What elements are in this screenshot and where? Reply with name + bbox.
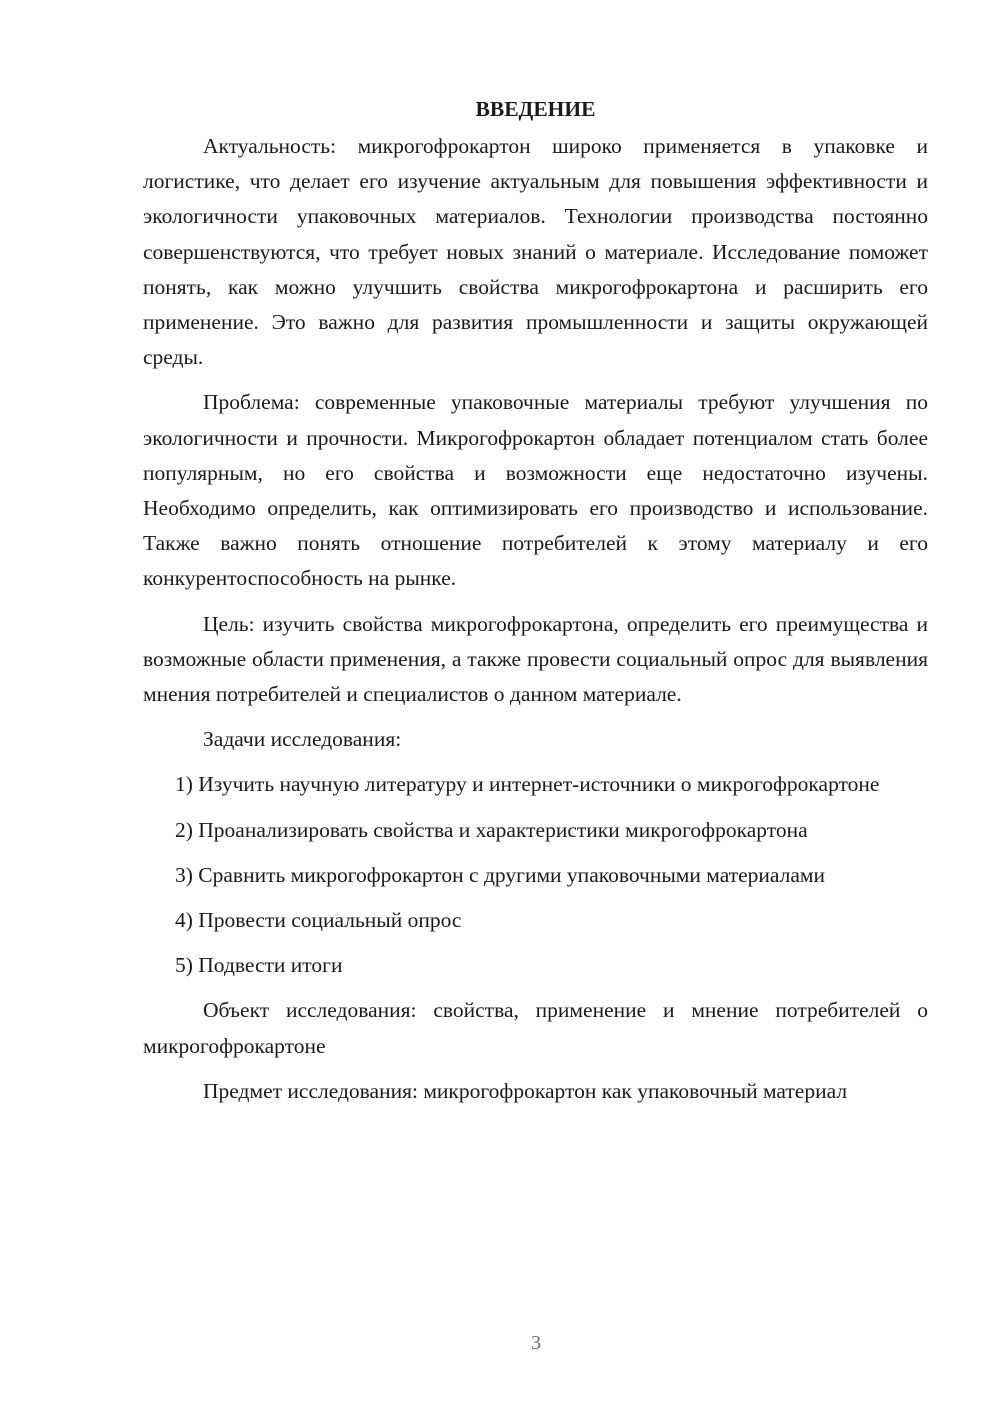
- relevance-paragraph: Актуальность: микрогофрокартон широко применяется в упаковке и логистике, что делает его изучение актуальным для повышения эффективности и экологичности упаковочных материалов. Технологии производства постоянно совершенствуются, что требует новых знаний о материале. Исследование поможет понять, как можно улучшить свойства микрогофрокартона и расширить его применение. Это важно для развития промышленности и защиты окружающей среды.: [143, 134, 928, 370]
- section-title: ВВЕДЕНИЕ: [475, 97, 596, 121]
- task-item: 3) Сравнить микрогофрокартон с другими упаковочными материалами: [175, 862, 826, 887]
- goal-paragraph: Цель: изучить свойства микрогофрокартона, определить его преимущества и возможные области применения, а также провести социальный опрос для выявления мнения потребителей и специалистов о данном материале.: [143, 611, 928, 707]
- document-page: [143, 92, 928, 1119]
- object-paragraph: Объект исследования: свойства, применение и мнение потребителей о микрогофрокартоне: [143, 998, 928, 1058]
- page-number: 3: [531, 1332, 541, 1354]
- task-item: 4) Провести социальный опрос: [175, 908, 462, 933]
- problem-paragraph: Проблема: современные упаковочные материалы требуют улучшения по экологичности и прочности. Микрогофрокартон обладает потенциалом стать более популярным, но его свойства и возможности еще недостаточно изучены. Необходимо определить, как оптимизировать его производство и использование. Также важно понять отношение потребителей к этому материалу и его конкурентоспособность на рынке.: [143, 390, 928, 591]
- task-item: 5) Подвести итоги: [175, 953, 343, 978]
- task-item: 2) Проанализировать свойства и характеристики микрогофрокартона: [175, 817, 808, 842]
- tasks-heading: Задачи исследования:: [203, 727, 402, 752]
- task-item: 1) Изучить научную литературу и интернет-источники о микрогофрокартоне: [175, 772, 880, 797]
- subject-paragraph: Предмет исследования: микрогофрокартон как упаковочный материал: [203, 1078, 848, 1103]
